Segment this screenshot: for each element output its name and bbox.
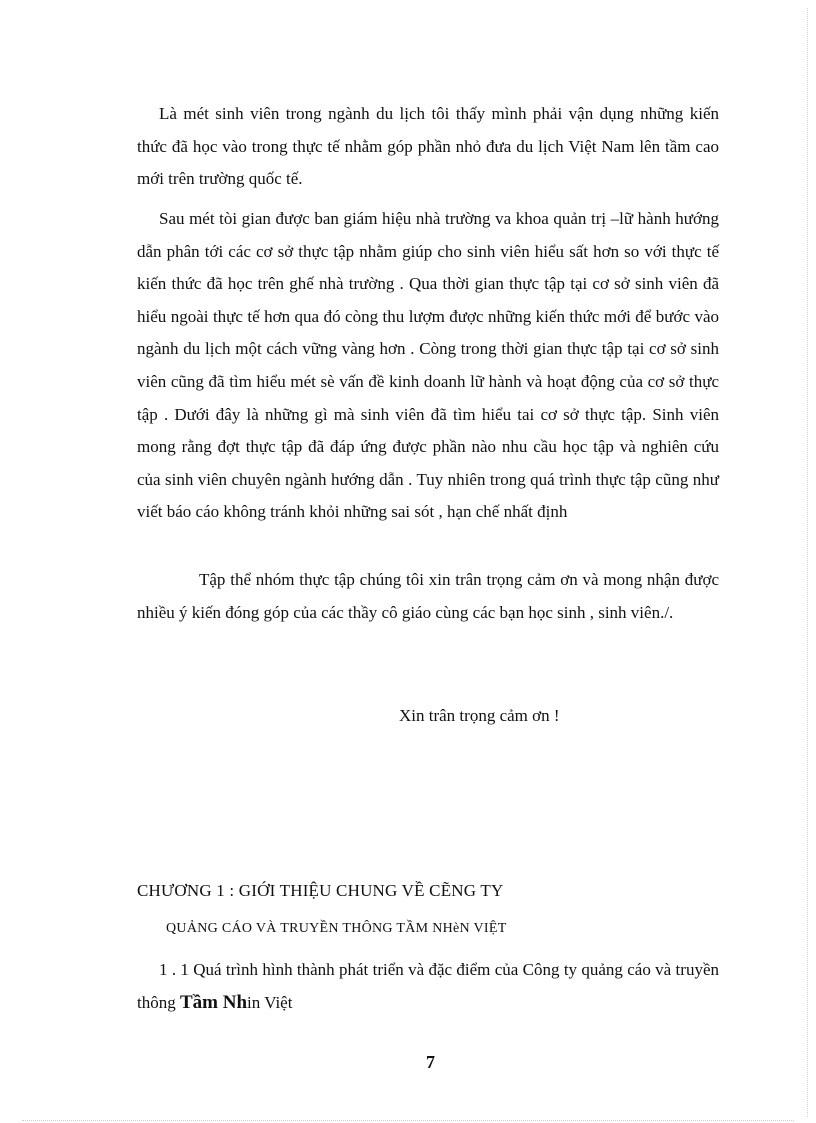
section-heading-bold-fragment: Tầm Nh	[179, 991, 248, 1013]
intro-paragraph-1-text: Là mét sinh viên trong ngành du lịch tôi thấy mình phải vận dụng những kiến thức đã học vào trong thực tế nhằm góp phần nhỏ đưa du lịch Việt Nam lên tầm cao mới trên trường quốc tế.	[137, 104, 719, 189]
thanks-paragraph	[137, 564, 719, 629]
thanks-paragraph-text: Tập thể nhóm thực tập chúng tôi xin trân trọng cảm ơn và mong nhận được nhiều ý kiến đóng góp của các thầy cô giáo cùng các bạn học sinh , sinh viên./.	[137, 570, 719, 622]
intro-paragraph-2-text: Sau mét tòi gian được ban giám hiệu nhà trường va khoa quản trị –lữ hành hướng dẫn phân tới các cơ sở thực tập nhằm giúp cho sinh viên hiểu sất hơn so với thực tế kiến thức đã học trên ghế nhà trường . Qua thời gian thực tập tại cơ sở sinh viên đã hiểu ngoài thực tế hơn qua đó còng thu lượm được những kiến thức mới để bước vào ngành du lịch một cách vững vàng hơn . Còng trong thời gian thực tập tại cơ sở sinh viên cũng đã tìm hiểu mét sè vấn đề kinh doanh lữ hành và hoạt động của cơ sở thực tập . Dưới đây là những gì mà sinh viên đã tìm hiểu tai cơ sở thực tập. Sinh viên mong rằng đợt thực tập đã đáp ứng được phần nào nhu cầu học tập và nghiên cứu của sinh viên chuyên ngành hướng dẫn . Tuy nhiên trong quá trình thực tập cũng như viết báo cáo không tránh khỏi những sai sót , hạn chế nhất định	[137, 209, 719, 522]
section-heading-text: 1 . 1 Quá trình hình thành phát triển và đặc điểm của Công ty quảng cáo và truyền thông	[137, 960, 719, 1012]
closing-line: Xin trân trọng cảm ơn !	[399, 706, 560, 725]
page-border-bottom	[22, 1120, 794, 1121]
chapter-subtitle: QUẢNG CÁO VÀ TRUYỀN THÔNG TẦM NHèN VIỆT	[166, 921, 507, 936]
intro-paragraph-2	[137, 203, 719, 529]
intro-paragraph-1	[137, 98, 719, 196]
section-heading	[137, 954, 719, 1019]
section-heading-tail: in Việt	[247, 992, 293, 1012]
chapter-title: CHƯƠNG 1 : GIỚI THIỆU CHUNG VỀ CẼNG TY	[137, 881, 504, 900]
page-border-right	[807, 8, 808, 1117]
page-number: 7	[426, 1052, 435, 1072]
